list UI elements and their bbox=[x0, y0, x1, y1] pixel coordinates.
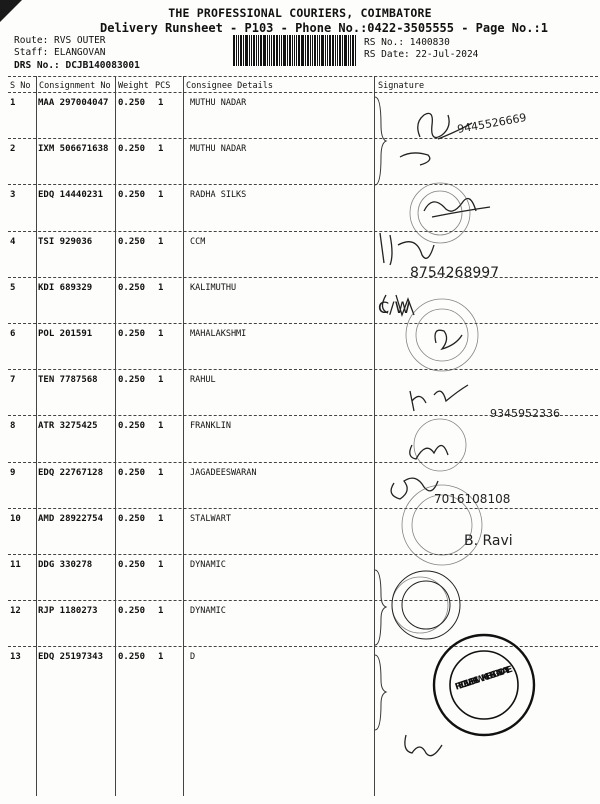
row-consignment-no: RJP 1180273 bbox=[38, 606, 98, 617]
col-header-sno: S No bbox=[10, 81, 31, 91]
table-top-rule bbox=[8, 76, 598, 77]
row-sno: 10 bbox=[10, 513, 21, 524]
row-consignment-no: EDQ 22767128 bbox=[38, 467, 104, 478]
row-weight: 0.250 bbox=[118, 144, 146, 155]
barcode-bar bbox=[263, 35, 266, 66]
row-consignment-no: POL 201591 bbox=[38, 329, 93, 339]
row-weight: 0.250 bbox=[118, 236, 146, 247]
barcode-bar bbox=[335, 35, 336, 66]
row-pcs: 1 bbox=[158, 606, 164, 617]
barcode-bar bbox=[279, 35, 280, 66]
row-sno: 2 bbox=[10, 144, 16, 155]
row-weight: 0.250 bbox=[118, 329, 146, 339]
row-consignee: CCM bbox=[190, 236, 206, 247]
handwritten-note: 7016108108 bbox=[434, 492, 511, 506]
seal-stamp bbox=[402, 581, 450, 629]
barcode-bar bbox=[233, 35, 235, 66]
cwh-received-stamp bbox=[434, 635, 534, 735]
barcode-bar bbox=[281, 35, 282, 66]
header-bottom-rule bbox=[8, 92, 598, 93]
row-sno: 3 bbox=[10, 190, 16, 201]
handwritten-note: C/W bbox=[378, 298, 411, 317]
row-sno: 13 bbox=[10, 652, 21, 663]
barcode-bar bbox=[348, 35, 349, 66]
row-pcs: 1 bbox=[158, 467, 164, 478]
row-pcs: 1 bbox=[158, 329, 164, 339]
row-consignment-no: TEN 7787568 bbox=[38, 375, 98, 386]
row-consignee: KALIMUTHU bbox=[190, 282, 237, 293]
barcode-bar bbox=[273, 35, 275, 66]
signature-scribble bbox=[405, 735, 442, 756]
signature-scribble bbox=[400, 153, 430, 165]
row-weight: 0.250 bbox=[118, 375, 146, 386]
barcode-bar bbox=[339, 35, 341, 66]
row-pcs: 1 bbox=[158, 236, 164, 247]
barcode-bar bbox=[287, 35, 288, 66]
barcode-bar bbox=[243, 35, 244, 66]
seal-stamp bbox=[416, 309, 468, 361]
rs-number: RS No.: 1400830 bbox=[364, 37, 450, 48]
row-brace bbox=[375, 97, 386, 185]
row-pcs: 1 bbox=[158, 513, 164, 524]
row-weight: 0.250 bbox=[118, 652, 146, 663]
barcode-bar bbox=[355, 35, 356, 66]
row-weight: 0.250 bbox=[118, 606, 146, 617]
barcode-bar bbox=[267, 35, 268, 66]
row-weight: 0.250 bbox=[118, 560, 146, 570]
barcode-bar bbox=[236, 35, 237, 66]
barcode-bar bbox=[258, 35, 259, 66]
row-weight: 0.250 bbox=[118, 190, 146, 201]
barcode-bar bbox=[276, 35, 278, 66]
row-weight: 0.250 bbox=[118, 98, 146, 108]
row-sno: 1 bbox=[10, 98, 16, 108]
row-consignee: STALWART bbox=[190, 513, 231, 524]
signature-area bbox=[372, 95, 598, 800]
row-consignment-no: KDI 689329 bbox=[38, 282, 93, 293]
handwritten-phone: 9345952336 bbox=[490, 407, 560, 420]
col-header-weight: Weight bbox=[118, 81, 149, 91]
col-header-signature: Signature bbox=[378, 81, 425, 91]
barcode-bar bbox=[344, 35, 347, 66]
drs-label: DRS No.: DCJB140083001 bbox=[14, 60, 140, 71]
runsheet-title: Delivery Runsheet - P103 - Phone No.:0422-3505555 - Page No.:1 bbox=[100, 21, 548, 35]
row-sno: 4 bbox=[10, 236, 16, 247]
barcode-bar bbox=[337, 35, 338, 66]
barcode-bar bbox=[269, 35, 270, 66]
barcode-bar bbox=[289, 35, 291, 66]
barcode-bar bbox=[294, 35, 295, 66]
barcode-bar bbox=[305, 35, 306, 66]
stamp-text: RECEIVED · CWH · CBE · SIGN · DATE bbox=[453, 664, 515, 693]
row-consignee: FRANKLIN bbox=[190, 421, 231, 432]
barcode-bar bbox=[350, 35, 351, 66]
row-consignee: MAHALAKSHMI bbox=[190, 329, 247, 339]
signature-scribble bbox=[424, 199, 490, 218]
row-consignment-no: EDQ 25197343 bbox=[38, 652, 104, 663]
row-brace bbox=[375, 655, 386, 730]
barcode-bar bbox=[317, 35, 318, 66]
handwritten-phone: 8754268997 bbox=[410, 265, 500, 281]
row-pcs: 1 bbox=[158, 98, 164, 108]
row-weight: 0.250 bbox=[118, 421, 146, 432]
row-sno: 11 bbox=[10, 560, 21, 570]
row-pcs: 1 bbox=[158, 282, 164, 293]
col-header-consignee: Consignee Details bbox=[186, 81, 273, 91]
barcode-bar bbox=[245, 35, 248, 66]
col-header-consignment: Consignment No bbox=[39, 81, 111, 91]
staff-label: Staff: ELANGOVAN bbox=[14, 47, 106, 58]
signature-scribble bbox=[380, 233, 434, 265]
row-sno: 9 bbox=[10, 467, 16, 478]
row-weight: 0.250 bbox=[118, 467, 146, 478]
row-consignment-no: IXM 506671638 bbox=[38, 144, 109, 155]
signature-marks bbox=[372, 95, 598, 800]
row-weight: 0.250 bbox=[118, 282, 146, 293]
barcode-bar bbox=[319, 35, 320, 66]
barcode-bar bbox=[312, 35, 313, 66]
barcode-bar bbox=[321, 35, 324, 66]
barcode-bar bbox=[251, 35, 252, 66]
barcode-bar bbox=[310, 35, 311, 66]
route-label: Route: RVS OUTER bbox=[14, 35, 106, 46]
rs-date: RS Date: 22-Jul-2024 bbox=[364, 49, 479, 60]
col-header-pcs: PCS bbox=[155, 81, 171, 91]
row-sno: 5 bbox=[10, 282, 16, 293]
row-consignee: DYNAMIC bbox=[190, 606, 226, 617]
barcode-bar bbox=[296, 35, 297, 66]
row-consignment-no: ATR 3275425 bbox=[38, 421, 98, 432]
row-pcs: 1 bbox=[158, 652, 164, 663]
row-consignee: DYNAMIC bbox=[190, 560, 226, 570]
barcode-bar bbox=[327, 35, 328, 66]
row-weight: 0.250 bbox=[118, 513, 146, 524]
barcode-bar bbox=[342, 35, 343, 66]
barcode-bar bbox=[283, 35, 286, 66]
row-pcs: 1 bbox=[158, 144, 164, 155]
row-consignee: MUTHU NADAR bbox=[190, 98, 247, 108]
barcode-bar bbox=[301, 35, 304, 66]
company-title: THE PROFESSIONAL COURIERS, COIMBATORE bbox=[168, 6, 432, 20]
barcode-bar bbox=[249, 35, 250, 66]
row-pcs: 1 bbox=[158, 421, 164, 432]
barcode-bar bbox=[292, 35, 293, 66]
barcode-bar bbox=[260, 35, 262, 66]
row-consignee: JAGADEESWARAN bbox=[190, 467, 257, 478]
seal-stamp bbox=[406, 299, 478, 371]
signature-scribble bbox=[410, 445, 448, 459]
barcode-bar bbox=[253, 35, 255, 66]
row-pcs: 1 bbox=[158, 560, 164, 570]
row-sno: 8 bbox=[10, 421, 16, 432]
barcode-bar bbox=[271, 35, 272, 66]
row-consignment-no: AMD 28922754 bbox=[38, 513, 104, 524]
row-consignee: RAHUL bbox=[190, 375, 216, 386]
seal-stamp bbox=[410, 183, 470, 243]
barcode-bar bbox=[329, 35, 331, 66]
row-sno: 12 bbox=[10, 606, 21, 617]
barcode-bar bbox=[332, 35, 334, 66]
row-consignee: RADHA SILKS bbox=[190, 190, 247, 201]
barcode-bar bbox=[238, 35, 239, 66]
row-sno: 7 bbox=[10, 375, 16, 386]
row-consignment-no: TSI 929036 bbox=[38, 236, 93, 247]
row-consignee: D bbox=[190, 652, 196, 663]
signature-scribble bbox=[410, 385, 468, 411]
barcode-bar bbox=[307, 35, 309, 66]
handwritten-phone: 9445526669 bbox=[456, 110, 528, 136]
handwritten-signature: B. Ravi bbox=[464, 533, 513, 549]
barcode-bar bbox=[256, 35, 257, 66]
barcode-bar bbox=[352, 35, 354, 66]
row-consignment-no: EDQ 14440231 bbox=[38, 190, 104, 201]
barcode-bar bbox=[298, 35, 300, 66]
row-consignment-no: DDG 330278 bbox=[38, 560, 93, 570]
row-pcs: 1 bbox=[158, 375, 164, 386]
row-pcs: 1 bbox=[158, 190, 164, 201]
row-consignee: MUTHU NADAR bbox=[190, 144, 247, 155]
barcode-bar bbox=[314, 35, 316, 66]
signature-scribble bbox=[435, 330, 462, 349]
barcode-bar bbox=[240, 35, 242, 66]
row-brace bbox=[375, 570, 386, 645]
row-consignment-no: MAA 297004047 bbox=[38, 98, 109, 108]
barcode-bar bbox=[325, 35, 326, 66]
row-sno: 6 bbox=[10, 329, 16, 339]
barcode bbox=[233, 35, 358, 66]
